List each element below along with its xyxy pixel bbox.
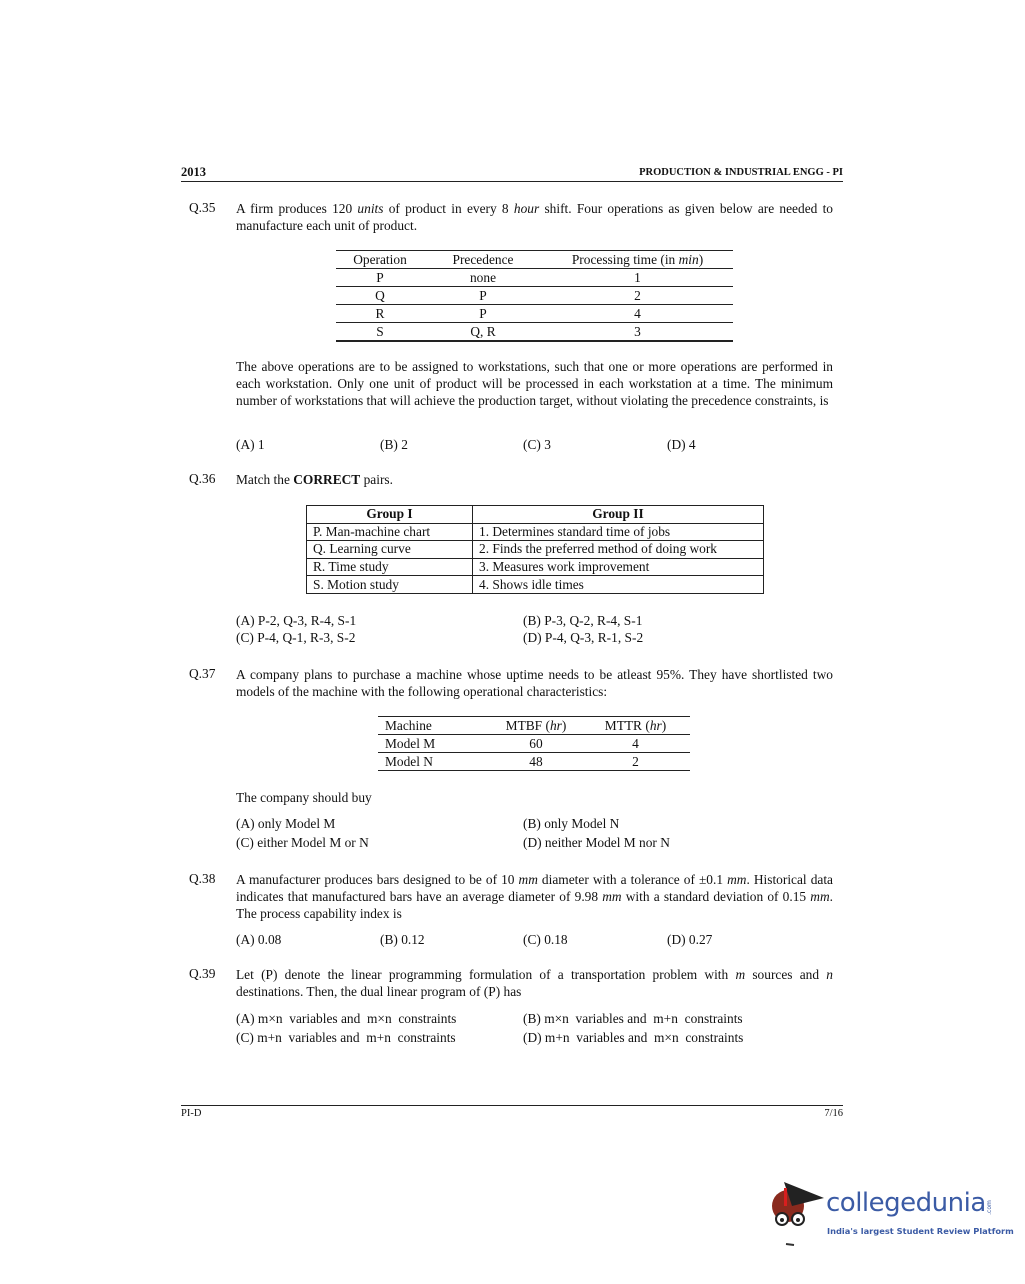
q35-option-b: (B) 2	[380, 437, 408, 452]
q35-number: Q.35	[189, 200, 216, 215]
collegedunia-mascot-logo	[766, 1176, 826, 1246]
logo-wordmark: collegedunia	[826, 1188, 986, 1218]
table-row: R. Time study 3. Measures work improvement	[307, 558, 764, 576]
q35-text: A firm produces 120 units of product in every 8 hour shift. Four operations as given below are needed to manufacture each unit of product.	[236, 201, 833, 233]
table-row: Q. Learning curve 2. Finds the preferred method of doing work	[307, 541, 764, 559]
header-paper: PRODUCTION & INDUSTRIAL ENGG - PI	[639, 167, 843, 178]
q38-option-d: (D) 0.27	[667, 932, 713, 947]
q38-number: Q.38	[189, 871, 216, 886]
q37-option-b: (B) only Model N	[523, 816, 620, 831]
q36-number: Q.36	[189, 471, 216, 486]
q36-table: Group I Group II P. Man-machine chart 1. Determines standard time of jobs Q. Learning curve 2. Finds the preferred method of doing work R. Time study 3. Measures work improvement S. Motion study 4. Shows idle times	[306, 505, 764, 594]
q36-option-d: (D) P-4, Q-3, R-1, S-2	[523, 630, 644, 645]
q37-text-after: The company should buy	[236, 790, 372, 805]
q36-option-c: (C) P-4, Q-1, R-3, S-2	[236, 630, 356, 645]
q39-text: Let (P) denote the linear programming formulation of a transportation problem with m sources and n destinations. Then, the dual linear program of (P) has	[236, 967, 833, 999]
q37-text: A company plans to purchase a machine whose uptime needs to be atleast 95%. They have shortlisted two models of the machine with the following operational characteristics:	[236, 667, 833, 699]
q39-option-b: (B) m×n variables and m+n constraints	[523, 1011, 743, 1026]
q38-option-c: (C) 0.18	[523, 932, 568, 947]
q37-option-c: (C) either Model M or N	[236, 835, 369, 850]
q38-text: A manufacturer produces bars designed to be of 10 mm diameter with a tolerance of ±0.1 mm. Historical data indicates that manufactured bars have an average diameter of 9.98 mm with a standard deviation of 0.15 mm. The process capability index is	[236, 872, 833, 921]
table-row: P. Man-machine chart 1. Determines standard time of jobs	[307, 523, 764, 541]
table-row: S Q, R 3	[336, 323, 733, 342]
table-row: Model N 48 2	[378, 753, 690, 771]
table-row: S. Motion study 4. Shows idle times	[307, 576, 764, 594]
q35-option-c: (C) 3	[523, 437, 551, 452]
logo-suffix: .com	[985, 1200, 993, 1215]
q37-table: Machine MTBF (hr) MTTR (hr) Model M 60 4 Model N 48 2	[378, 716, 690, 771]
q36-option-b: (B) P-3, Q-2, R-4, S-1	[523, 613, 643, 628]
header-rule	[181, 181, 843, 182]
q39-option-c: (C) m+n variables and m+n constraints	[236, 1030, 456, 1045]
q36-option-a: (A) P-2, Q-3, R-4, S-1	[236, 613, 357, 628]
q37-number: Q.37	[189, 666, 216, 681]
q39-option-d: (D) m+n variables and m×n constraints	[523, 1030, 744, 1045]
q38-option-b: (B) 0.12	[380, 932, 425, 947]
q38-option-a: (A) 0.08	[236, 932, 282, 947]
footer-code: PI-D	[181, 1108, 202, 1119]
q36-text: Match the CORRECT pairs.	[236, 472, 393, 487]
footer-page: 7/16	[824, 1108, 843, 1119]
q37-option-d: (D) neither Model M nor N	[523, 835, 670, 850]
table-row: Model M 60 4	[385, 736, 639, 751]
table-row: Q P 2	[336, 287, 733, 305]
q35-table: Operation Precedence Processing time (in min) P none 1 Q P 2 R P 4 S Q, R 3	[336, 250, 733, 342]
table-row: R P 4	[336, 305, 733, 323]
q37-option-a: (A) only Model M	[236, 816, 336, 831]
table-row: P none 1	[336, 269, 733, 287]
logo-tagline: India's largest Student Review Platform	[827, 1226, 1014, 1236]
q35-option-d: (D) 4	[667, 437, 696, 452]
q39-option-a: (A) m×n variables and m×n constraints	[236, 1011, 457, 1026]
q35-option-a: (A) 1	[236, 437, 265, 452]
q35-text-after: The above operations are to be assigned to workstations, such that one or more operations are performed in each workstation. Only one unit of product will be processed in each workstation at a time. The minimum number of workstations that will achieve the production target, without violating the precedence constraints, is	[236, 359, 833, 408]
footer-rule	[181, 1105, 843, 1106]
header-year: 2013	[181, 165, 206, 179]
q39-number: Q.39	[189, 966, 216, 981]
